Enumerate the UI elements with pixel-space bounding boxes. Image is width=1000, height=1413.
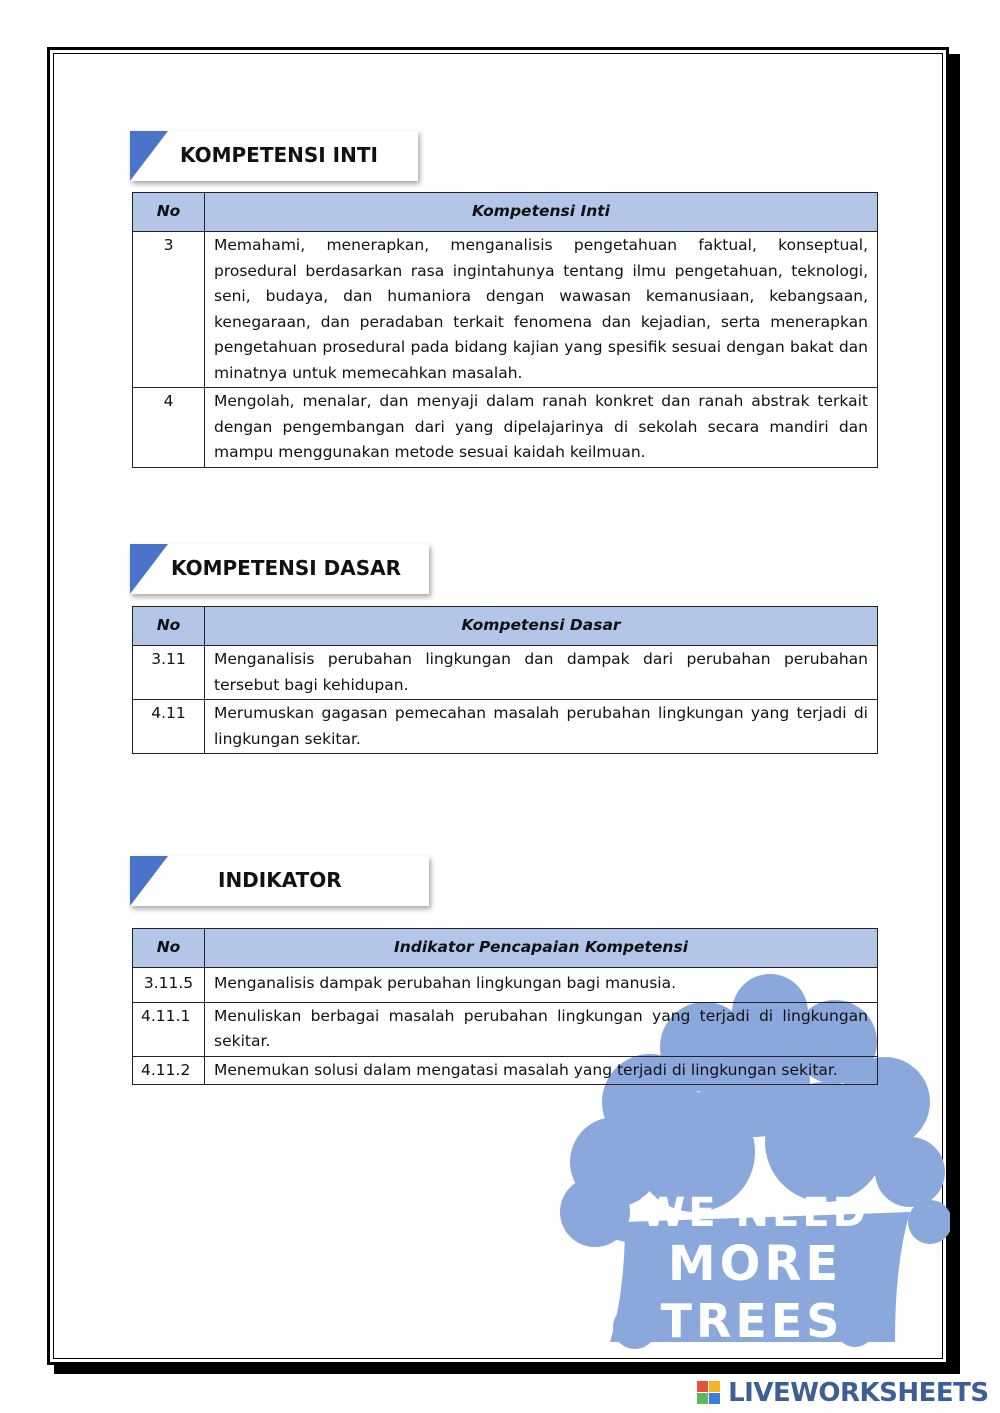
section-banner-ki [130,131,418,181]
table-row [133,968,878,1003]
column-header-content: Kompetensi Inti [205,193,878,232]
table-row [133,1056,878,1085]
section-banner-kd [130,544,429,594]
liveworksheets-wordmark: LIVEWORKSHEETS [728,1378,989,1408]
liveworksheets-brand[interactable] [697,1378,989,1408]
column-header-content: Kompetensi Dasar [205,607,878,646]
banner-accent-triangle [130,544,168,594]
table-kompetensi-inti [132,192,878,468]
column-header-no: No [133,929,205,968]
banner-accent-triangle [130,131,168,181]
section-title-ind: INDIKATOR [218,868,342,892]
table-kompetensi-dasar [132,606,878,754]
section-title-kd: KOMPETENSI DASAR [171,556,402,580]
row-number: 3.11.5 [133,968,205,1003]
tree-text-line1: WE NEED [641,1190,869,1236]
column-header-no: No [133,607,205,646]
column-header-content: Indikator Pencapaian Kompetensi [205,929,878,968]
row-number: 4.11.1 [133,1002,205,1056]
table-indikator [132,928,878,1085]
table-header-row [133,193,878,232]
row-text: Menganalisis perubahan lingkungan dan dampak dari perubahan perubahan tersebut bagi kehidupan. [205,646,878,700]
liveworksheets-logo-icon [697,1381,721,1405]
banner-accent-triangle [130,856,168,906]
row-number: 4 [133,388,205,468]
row-number: 3 [133,232,205,388]
row-number: 4.11.2 [133,1056,205,1085]
row-text: Mengolah, menalar, dan menyaji dalam ranah konkret dan ranah abstrak terkait dengan pengembangan dari yang dipelajarinya di sekolah secara mandiri dan mampu menggunakan metode sesuai kaidah keilmuan. [205,388,878,468]
row-text: Menganalisis dampak perubahan lingkungan bagi manusia. [205,968,878,1003]
row-number: 4.11 [133,700,205,754]
section-title-ki: KOMPETENSI INTI [180,143,378,167]
table-header-row [133,929,878,968]
table-row [133,646,878,700]
table-row [133,232,878,388]
row-number: 3.11 [133,646,205,700]
section-banner-ind [130,856,429,906]
row-text: Menemukan solusi dalam mengatasi masalah yang terjadi di lingkungan sekitar. [205,1056,878,1085]
row-text: Merumuskan gagasan pemecahan masalah perubahan lingkungan yang terjadi di lingkungan sekitar. [205,700,878,754]
table-row [133,700,878,754]
row-text: Menuliskan berbagai masalah perubahan lingkungan yang terjadi di lingkungan sekitar. [205,1002,878,1056]
row-text: Memahami, menerapkan, menganalisis pengetahuan faktual, konseptual, prosedural berdasarkan rasa ingintahunya tentang ilmu pengetahuan, teknologi, seni, budaya, dan humaniora dengan wawasan kemanusiaan, kebangsaan, kenegaraan, dan peradaban terkait fenomena dan kejadian, serta menerapkan pengetahuan prosedural pada bidang kajian yang spesifik sesuai dengan bakat dan minatnya untuk memecahkan masalah. [205,232,878,388]
tree-text-line3: TREES [660,1294,844,1348]
table-row [133,1002,878,1056]
table-header-row [133,607,878,646]
table-row [133,388,878,468]
column-header-no: No [133,193,205,232]
tree-text-line2: MORE [667,1236,843,1292]
